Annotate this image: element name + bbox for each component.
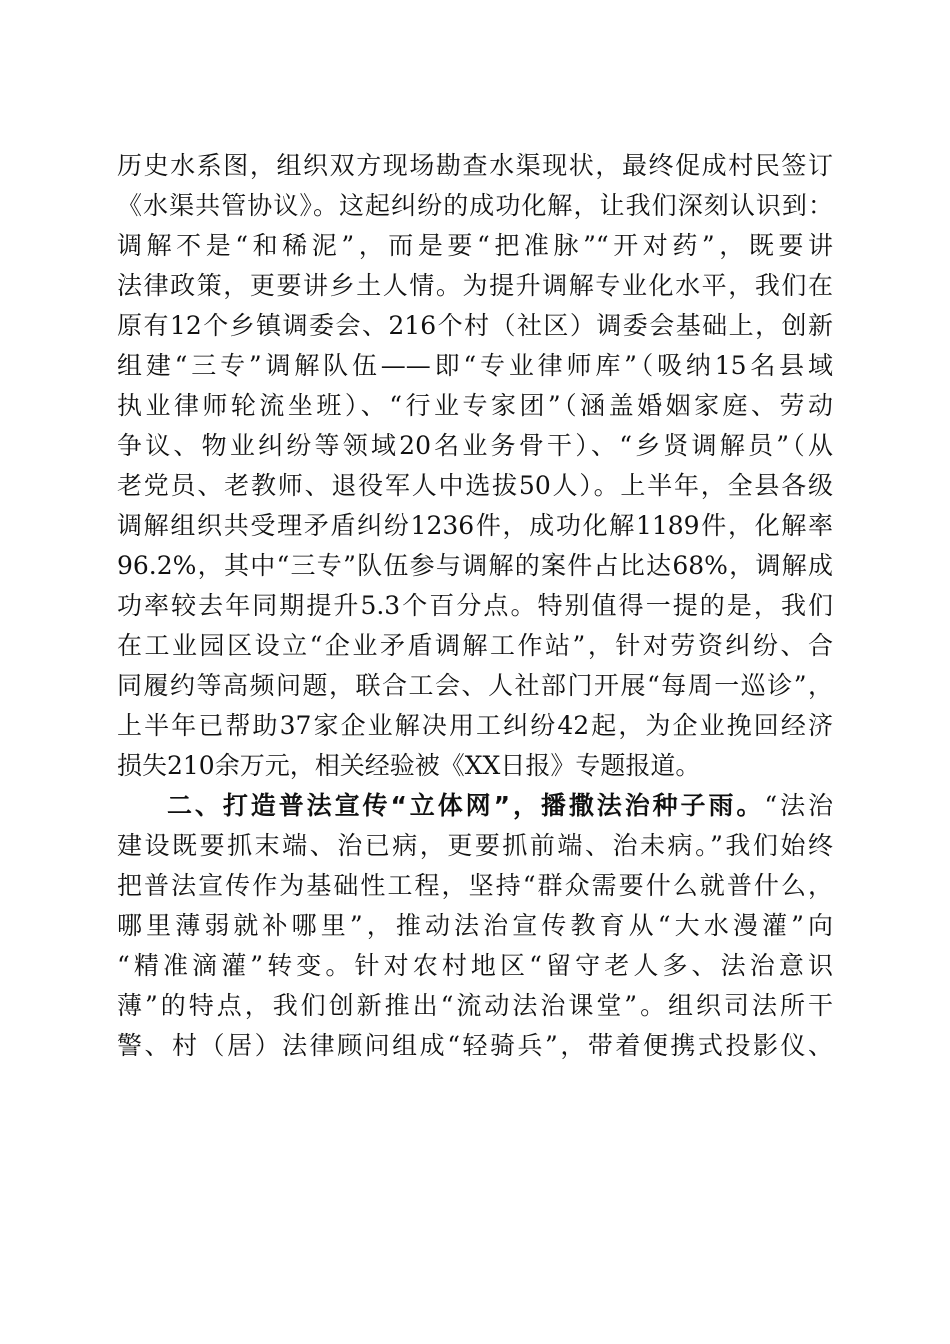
text-line: “精准滴灌”转变。针对农村地区“留守老人多、法治意识 [117, 951, 833, 980]
text-line: 哪里薄弱就补哪里”，推动法治宣传教育从“大水漫灌”向 [117, 911, 833, 940]
text-line: 原有12个乡镇调委会、216个村（社区）调委会基础上，创新 [117, 311, 833, 340]
text-line: 调解不是“和稀泥”，而是要“把准脉”“开对药”，既要讲 [117, 231, 833, 260]
paragraph-mediation [117, 146, 833, 786]
text-line: 把普法宣传作为基础性工程，坚持“群众需要什么就普什么， [117, 871, 833, 900]
text-line: 《水渠共管协议》。这起纠纷的成功化解，让我们深刻认识到： [117, 191, 833, 220]
text-line: 薄”的特点，我们创新推出“流动法治课堂”。组织司法所干 [117, 991, 833, 1020]
section-heading-line [117, 786, 833, 826]
text-line: 法律政策，更要讲乡土人情。为提升调解专业化水平，我们在 [117, 271, 833, 300]
text-line: 争议、物业纠纷等领域20名业务骨干）、“乡贤调解员”（从 [117, 431, 833, 460]
text-line: 老党员、老教师、退役军人中选拔50人）。上半年，全县各级 [117, 471, 833, 500]
text-line: 同履约等高频问题，联合工会、人社部门开展“每周一巡诊”， [117, 671, 833, 700]
text-line: 在工业园区设立“企业矛盾调解工作站”，针对劳资纠纷、合 [117, 631, 833, 660]
text-line: 执业律师轮流坐班）、“行业专家团”（涵盖婚姻家庭、劳动 [117, 391, 833, 420]
text-line: 建设既要抓末端、治已病，更要抓前端、治未病。”我们始终 [117, 831, 833, 860]
text-line: 历史水系图，组织双方现场勘查水渠现状，最终促成村民签订 [117, 151, 833, 180]
paragraph-legal-education [117, 786, 833, 1066]
text-line: 96.2%，其中“三专”队伍参与调解的案件占比达68%，调解成 [117, 551, 833, 580]
text-line: 警、村（居）法律顾问组成“轻骑兵”，带着便携式投影仪、 [117, 1031, 833, 1060]
text-line: 调解组织共受理矛盾纠纷1236件，成功化解1189件，化解率 [117, 511, 833, 540]
text-line-rest: “法治 [764, 791, 834, 820]
body-text [117, 146, 833, 1066]
section-heading: 二、打造普法宣传“立体网”，播撒法治种子雨。 [167, 791, 765, 820]
text-line: 损失210余万元，相关经验被《XX日报》专题报道。 [117, 751, 701, 780]
text-line: 功率较去年同期提升5.3个百分点。特别值得一提的是，我们 [117, 591, 833, 620]
text-line: 上半年已帮助37家企业解决用工纠纷42起，为企业挽回经济 [117, 711, 833, 740]
text-line: 组建“三专”调解队伍——即“专业律师库”（吸纳15名县域 [117, 351, 833, 380]
